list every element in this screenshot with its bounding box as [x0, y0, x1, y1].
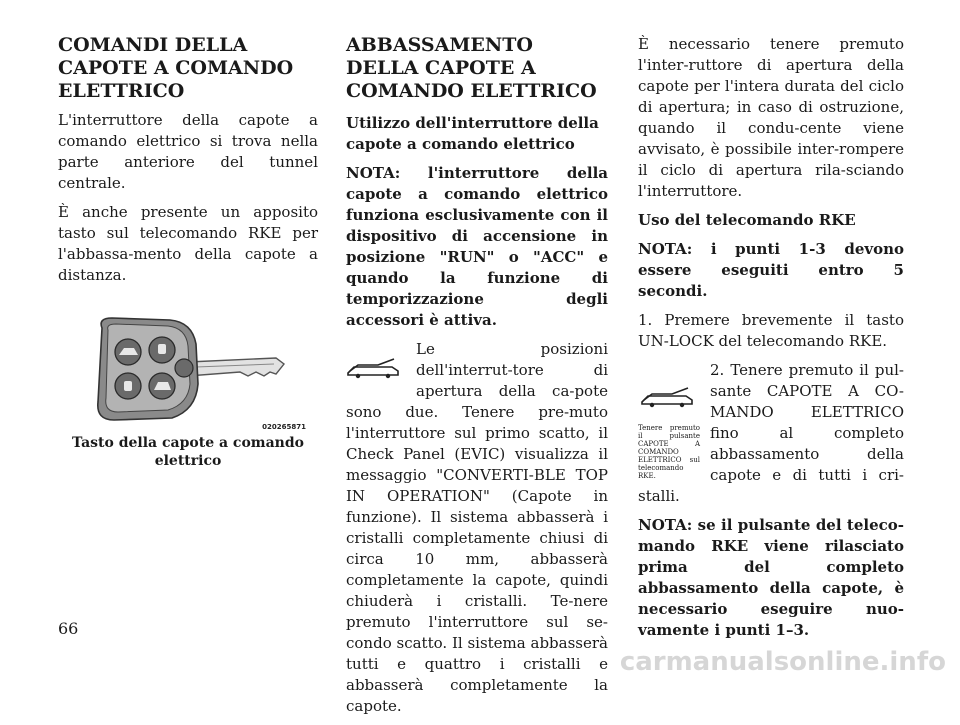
- section-title-lowering-top: ABBASSAMENTO DELLA CAPOTE A COMANDO ELETTRICO: [346, 34, 597, 102]
- key-fob-illustration: [88, 314, 298, 426]
- step-1: 1. Premere brevemente il tasto UN-LOCK del telecomando RKE.: [638, 311, 904, 350]
- figure-caption: Tasto della capote a comando elettrico: [72, 435, 304, 469]
- subsection-title-rke: Uso del telecomando RKE: [638, 211, 856, 229]
- column-right: [638, 34, 904, 649]
- rke-convertible-icon-group: [638, 362, 700, 480]
- page-number: 66: [58, 619, 79, 638]
- convertible-top-icon: [346, 345, 406, 387]
- paragraph-rke-button: È anche presente un apposito tasto sul telecomando RKE per l'abbassa-mento della capote a distanza.: [58, 203, 318, 284]
- paragraph-switch-location: L'interruttore della capote a comando elettrico si trova nella parte anteriore del tunnel centrale.: [58, 111, 318, 192]
- column-middle: [346, 34, 608, 725]
- paragraph-hold-switch: È necessario tenere premuto l'inter-ruttore di apertura della capote per l'intera durata del ciclo di apertura; in caso di ostruzione, quando il condu-cente viene avvisato, è possibile inter-rompere il ciclo di apertura rila-sciando l'interruttore.: [638, 35, 904, 200]
- figure-key-fob: [58, 314, 318, 470]
- column-left: [58, 34, 318, 470]
- step-2: 2. Tenere premuto il pul-sante CAPOTE A CO-MANDO ELETTRICO fino al completo abbassamento della capote e di tutti i cri-stalli.: [638, 361, 904, 505]
- watermark: carmanualsonline.info: [619, 647, 946, 677]
- figure-code: 020265871: [262, 423, 306, 431]
- convertible-top-icon: [640, 384, 696, 408]
- icon-caption: Tenere premuto il pulsante CAPOTE A COMANDO ELETTRICO sul telecomando RKE.: [638, 424, 700, 480]
- note-ignition: NOTA: l'interruttore della capote a comando elettrico funziona esclusivamente con il dispositivo di accensione in posizione "RUN" o "ACC" e quando la funzione di temporizzazione degli accessori è attiva.: [346, 164, 608, 329]
- subsection-title-switch-usage: Utilizzo dell'interruttore della capote a comando elettrico: [346, 114, 599, 153]
- paragraph-switch-positions: Le posizioni dell'interrut-tore di apertura della ca-pote sono due. Tenere pre-muto l'interruttore sul primo scatto, il Check Panel (EVIC) visualizza il messaggio "CONVERTI-BLE TOP IN OPERATION" (Capote in funzione). Il sistema abbasserà i cristalli completamente chiusi di circa 10 mm, abbasserà completamente la capote, quindi chiuderà i cristalli. Te-nere premuto l'interruttore sul se-condo scatto. Il sistema abbasserà tutti e quattro i cristalli e abbasserà completamente la capote.: [346, 340, 608, 715]
- note-release-early: NOTA: se il pulsante del teleco-mando RKE viene rilasciato prima del completo abbassamento della capote, è necessario eseguire nuo-vamente i punti 1–3.: [638, 516, 904, 639]
- section-title-power-top-controls: COMANDI DELLA CAPOTE A COMANDO ELETTRICO: [58, 34, 294, 102]
- note-steps-timing: NOTA: i punti 1-3 devono essere eseguiti entro 5 secondi.: [638, 240, 904, 300]
